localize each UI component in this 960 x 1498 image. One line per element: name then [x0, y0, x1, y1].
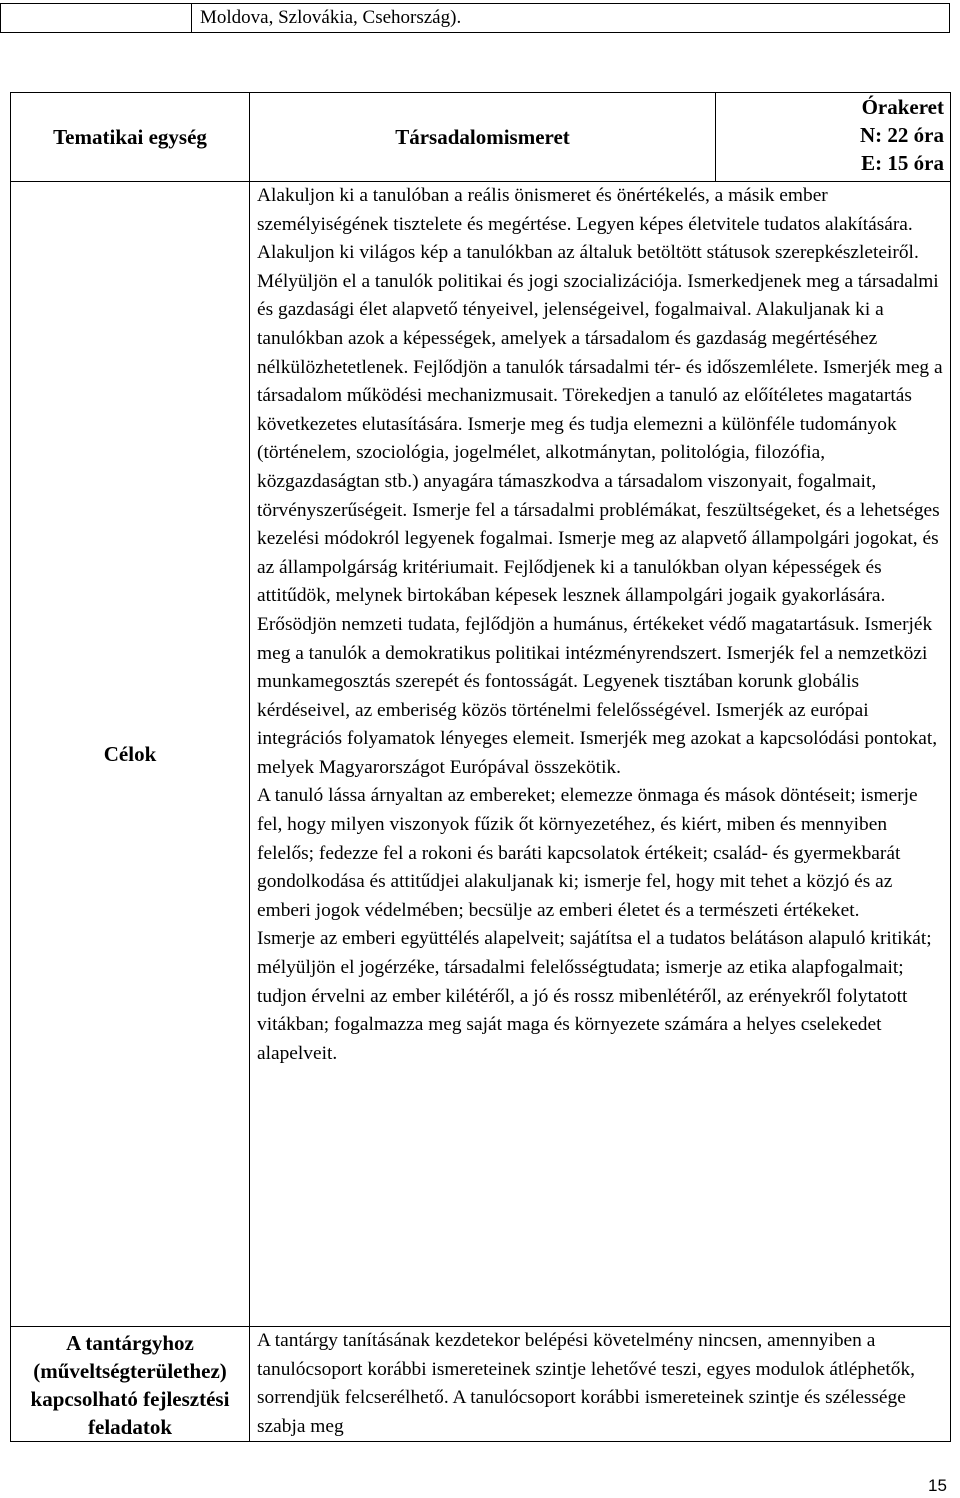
- top-row-text: Moldova, Szlovákia, Csehország).: [200, 7, 462, 28]
- goals-label: Célok: [11, 182, 250, 1327]
- dev-tasks-row: [11, 1327, 951, 1442]
- header-thematic-unit: Tematikai egység: [11, 93, 250, 182]
- goals-row: [11, 182, 951, 1327]
- header-hours: [716, 93, 951, 182]
- top-row-divider: [191, 4, 192, 32]
- header-subject: Társadalomismeret: [250, 93, 716, 182]
- dev-tasks-label: A tantárgyhoz (műveltségterülethez) kapcsolható fejlesztési feladatok: [11, 1327, 250, 1442]
- dev-tasks-content: [250, 1327, 951, 1442]
- hours-e: E: 15 óra: [861, 151, 944, 175]
- page-number: 15: [928, 1476, 947, 1495]
- goals-paragraph-1: Alakuljon ki a tanulóban a reális önismeret és önértékelés, a másik ember személyiségének tisztelete és megértése. Legyen képes életvitele tudatos alakítására. Alakuljon ki világos kép a tanulókban az általuk betöltött státusok szerepkészleteiről. Mélyüljön el a tanulók politikai és jogi szocializációja. Ismerkedjenek meg a társadalmi és gazdasági élet alapvető tényeivel, jelenségeivel, fogalmaival. Alakuljanak ki a tanulókban azok a képességek, amelyek a társadalom és gazdaság megértéséhez nélkülözhetetlenek. Fejlődjön a tanulók társadalmi tér- és időszemlélete. Ismerjék meg a társadalom működési mechanizmusait. Törekedjen a tanuló az előítéletes magatartás következetes elutasítására. Ismerje meg és tudja elemezni a különféle tudományok (történelem, szociológia, jogelmélet, alkotmánytan, politológia, filozófia, közgazdaságtan stb.) anyagára támaszkodva a társadalom viszonyait, fogalmait, törvényszerűségeit. Ismerje fel a társadalmi problémákat, feszültségeket, és a lehetséges kezelési módokról legyenek fogalmai. Ismerje meg az alapvető állampolgári jogokat, és az állampolgárság kritériumait. Fejlődjenek ki a tanulókban olyan képességek és attitűdök, melynek birtokában képesek lesznek állampolgári jogaik gyakorlására. Erősödjön nemzeti tudata, fejlődjön a humánus, értékeket védő magatartásuk. Ismerjék meg a tanulók a demokratikus politikai intézményrendszert. Ismerjék fel a nemzetközi munkamegosztás szerepét és fontosságát. Legyenek tisztában korunk globális kérdéseivel, az emberiség közös történelmi felelősségével. Ismerjék az európai integrációs folyamatok lényeges elemeit. Ismerjék meg azokat a kapcsolódási pontokat, melyek Magyarországot Európával összekötik.: [257, 185, 943, 778]
- hours-title: Órakeret: [861, 95, 944, 119]
- header-row: [11, 93, 951, 182]
- goals-paragraph-2: A tanuló lássa árnyaltan az embereket; elemezze önmaga és mások döntéseit; ismerje fel, hogy milyen viszonyok fűzik őt környezetéhez, és kiért, miben és mennyiben felelős; fedezze fel a rokoni és baráti kapcsolatok értékeit; család- és gyermekbarát gondolkodása és attitűdjei alakuljanak ki; ismerje fel, hogy mit tehet a közjó és az emberi jogok védelmében; becsülje az emberi életet és a természeti értékeket.: [257, 785, 918, 921]
- dev-tasks-text: A tantárgy tanításának kezdetekor belépési követelmény nincsen, amennyiben a tanulócsoport korábbi ismereteinek szintje lehetővé teszi, egyes modulok átléphetők, sorrendjük felcserélhető. A tanulócsoport korábbi ismereteinek szintje és szélessége szabja meg: [257, 1330, 916, 1437]
- curriculum-table: [10, 92, 951, 1442]
- goals-paragraph-3: Ismerje az emberi együttélés alapelveit; sajátítsa el a tudatos belátáson alapuló kritikát; mélyüljön el jogérzéke, társadalmi felelősségtudata; ismerje az etika alapfogalmait; tudjon érvelni az ember kilétéről, a jó és rossz mibenlétéről, az erényekről folytatott vitákban; fogalmazza meg saját maga és környezete számára a helyes cselekedet alapelveit.: [257, 928, 932, 1064]
- goals-content: [250, 182, 951, 1327]
- hours-n: N: 22 óra: [860, 123, 944, 147]
- top-row-box: [0, 3, 950, 33]
